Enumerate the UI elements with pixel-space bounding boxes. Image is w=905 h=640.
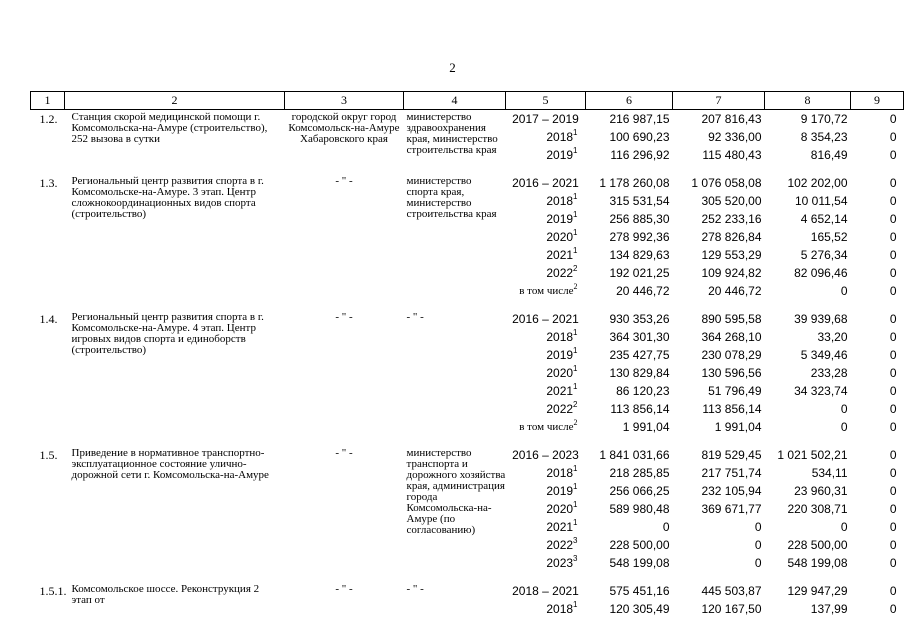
- period-cell: [506, 554, 586, 572]
- period-cell: [506, 346, 586, 364]
- budget-value: 890 595,58: [701, 312, 762, 326]
- other-value: 0: [889, 502, 897, 516]
- footnote-mark: 3: [573, 554, 578, 563]
- total-value: 216 987,15: [609, 112, 670, 126]
- other-value: 0: [889, 194, 897, 208]
- period-label: 2016 – 2021: [512, 176, 579, 190]
- budget-value: 819 529,45: [701, 448, 762, 462]
- period-label: 2020: [546, 502, 574, 516]
- budget-value: 0: [754, 538, 762, 552]
- regional-value: 220 308,71: [787, 502, 848, 516]
- item-name: Приведение в нормативное транспортно-эксплуатационное состояние улично-дорожной сети г. Комсомольска-на-Амуре: [71, 447, 269, 481]
- other-value: 0: [889, 248, 897, 262]
- column-number-header: 8: [765, 92, 851, 110]
- budget-value: 207 816,43: [701, 112, 762, 126]
- total-value: 228 500,00: [609, 538, 670, 552]
- footnote-mark: 2: [573, 400, 578, 409]
- spacer-cell: [31, 164, 904, 174]
- other-value: 0: [889, 176, 897, 190]
- budget-value: 20 446,72: [708, 284, 762, 298]
- footnote-mark: 1: [573, 518, 578, 527]
- total-value: 86 120,23: [616, 384, 670, 398]
- item-name: Региональный центр развития спорта в г. Комсомольске-на-Амуре. 3 этап. Центр сложнокоординационных видов спорта (строительство): [71, 175, 264, 220]
- period-label: 2020: [546, 366, 574, 380]
- budget-value: 1 991,04: [714, 420, 762, 434]
- footnote-mark: 2: [573, 264, 578, 273]
- regional-value: 0: [840, 284, 848, 298]
- total-value: 218 285,85: [609, 466, 670, 480]
- other-value: 0: [889, 520, 897, 534]
- regional-value: 39 939,68: [794, 312, 848, 326]
- period-cell: [506, 482, 586, 500]
- period-cell: [506, 192, 586, 210]
- period-cell: [506, 146, 586, 164]
- total-value: 575 451,16: [609, 584, 670, 598]
- regional-value: 33,20: [817, 330, 848, 344]
- total-value: 130 829,84: [609, 366, 670, 380]
- total-value: 1 178 260,08: [599, 176, 670, 190]
- regional-value: 8 354,23: [800, 130, 848, 144]
- footnote-mark: 1: [573, 464, 578, 473]
- column-number-header: 4: [404, 92, 506, 110]
- period-cell: [506, 382, 586, 400]
- budget-value: 113 856,14: [702, 402, 762, 416]
- item-number: 1.3.: [39, 176, 58, 190]
- period-label: 2022: [546, 538, 574, 552]
- other-value: 0: [889, 448, 897, 462]
- regional-value: 82 096,46: [794, 266, 848, 280]
- other-value: 0: [889, 330, 897, 344]
- budget-value: 369 671,77: [701, 502, 762, 516]
- footnote-mark: 1: [573, 482, 578, 491]
- other-value: 0: [889, 312, 897, 326]
- footnote-mark: 1: [573, 146, 578, 155]
- budget-value: 217 751,74: [701, 466, 762, 480]
- group-spacer: [31, 300, 904, 310]
- group-spacer: [31, 164, 904, 174]
- item-number: 1.4.: [39, 312, 58, 326]
- other-value: 0: [889, 402, 897, 416]
- item-name: Станция скорой медицинской помощи г. Комсомольска-на-Амуре (строительство), 252 вызова в сутки: [71, 111, 268, 145]
- footnote-mark: 1: [573, 328, 578, 337]
- item-number: 1.5.1.: [39, 584, 67, 598]
- total-value: 134 829,63: [609, 248, 670, 262]
- total-value: 20 446,72: [616, 284, 670, 298]
- period-label: 2018: [546, 330, 574, 344]
- total-value: 589 980,48: [609, 502, 670, 516]
- regional-value: 9 170,72: [800, 112, 848, 126]
- budget-value: 120 167,50: [701, 602, 762, 616]
- regional-value: 5 349,46: [800, 348, 848, 362]
- other-value: 0: [889, 420, 897, 434]
- total-value: 192 021,25: [609, 266, 670, 280]
- footnote-mark: 1: [573, 128, 578, 137]
- total-value: 120 305,49: [609, 602, 670, 616]
- budget-value: 232 105,94: [701, 484, 762, 498]
- period-label: 2021: [546, 248, 574, 262]
- regional-value: 534,11: [811, 466, 848, 480]
- period-cell: [506, 518, 586, 536]
- item-department: министерство транспорта и дорожного хозяйства края, администрация города Комсомольска-на-Амуре (по согласованию): [406, 447, 506, 536]
- footnote-mark: 1: [573, 364, 578, 373]
- table-row: [31, 110, 904, 129]
- budget-value: 115 480,43: [702, 148, 762, 162]
- total-value: 113 856,14: [610, 402, 670, 416]
- period-label: в том числе: [519, 421, 574, 433]
- total-value: 364 301,30: [609, 330, 670, 344]
- table-row: [31, 446, 904, 464]
- total-value: 548 199,08: [609, 556, 670, 570]
- budget-value: 0: [754, 556, 762, 570]
- budget-value: 129 553,29: [701, 248, 762, 262]
- total-value: 278 992,36: [609, 230, 670, 244]
- period-label: 2020: [546, 230, 574, 244]
- column-number-header: 9: [851, 92, 904, 110]
- period-label: 2018 – 2021: [512, 584, 579, 598]
- spacer-cell: [31, 300, 904, 310]
- period-label: 2019: [546, 148, 574, 162]
- item-department: - " -: [406, 583, 424, 595]
- period-label: 2019: [546, 484, 574, 498]
- table-row: [31, 174, 904, 192]
- total-value: 256 066,25: [609, 484, 670, 498]
- item-number: 1.2.: [39, 112, 58, 126]
- other-value: 0: [889, 366, 897, 380]
- period-label: 2022: [546, 266, 574, 280]
- spacer-cell: [31, 436, 904, 446]
- period-cell: [506, 446, 586, 464]
- spacer-cell: [31, 572, 904, 582]
- period-cell: [506, 364, 586, 382]
- period-label: 2018: [546, 194, 574, 208]
- item-department: министерство здравоохранения края, министерство строительства края: [406, 111, 498, 156]
- total-value: 315 531,54: [609, 194, 670, 208]
- budget-value: 51 796,49: [708, 384, 762, 398]
- other-value: 0: [889, 130, 897, 144]
- period-cell: [506, 228, 586, 246]
- page-number: 2: [449, 60, 456, 75]
- budget-value: 278 826,84: [701, 230, 762, 244]
- period-cell: [506, 128, 586, 146]
- other-value: 0: [889, 266, 897, 280]
- footnote-mark: 3: [573, 536, 578, 545]
- period-cell: [506, 536, 586, 554]
- total-value: 1 841 031,66: [599, 448, 670, 462]
- column-number-header: 3: [285, 92, 404, 110]
- period-cell: [506, 110, 586, 129]
- total-value: 235 427,75: [609, 348, 670, 362]
- budget-value: 130 596,56: [701, 366, 762, 380]
- period-label: 2018: [546, 466, 574, 480]
- other-value: 0: [889, 484, 897, 498]
- period-cell: [506, 500, 586, 518]
- regional-value: 233,28: [810, 366, 848, 380]
- regional-value: 4 652,14: [800, 212, 848, 226]
- regional-value: 0: [840, 520, 848, 534]
- item-location: городской округ город Комсомольск-на-Амуре Хабаровского края: [288, 111, 400, 145]
- program-table: [30, 91, 904, 618]
- column-number-row: [31, 92, 904, 110]
- regional-value: 816,49: [810, 148, 848, 162]
- group-spacer: [31, 436, 904, 446]
- period-label: в том числе: [519, 285, 574, 297]
- other-value: 0: [889, 556, 897, 570]
- period-label: 2021: [546, 520, 574, 534]
- regional-value: 548 199,08: [787, 556, 848, 570]
- footnote-mark: 1: [573, 500, 578, 509]
- column-number-header: 5: [506, 92, 586, 110]
- item-location: - " -: [335, 583, 353, 595]
- period-label: 2023: [546, 556, 574, 570]
- other-value: 0: [889, 112, 897, 126]
- total-value: 116 296,92: [610, 148, 670, 162]
- regional-value: 5 276,34: [800, 248, 848, 262]
- other-value: 0: [889, 148, 897, 162]
- period-cell: [506, 328, 586, 346]
- group-spacer: [31, 572, 904, 582]
- period-label: 2018: [546, 602, 574, 616]
- period-cell: [506, 174, 586, 192]
- budget-value: 252 233,16: [701, 212, 762, 226]
- budget-value: 305 520,00: [701, 194, 762, 208]
- period-cell: [506, 464, 586, 482]
- item-number: 1.5.: [39, 448, 58, 462]
- footnote-mark: 1: [573, 246, 578, 255]
- footnote-mark: 1: [573, 210, 578, 219]
- period-label: 2017 – 2019: [512, 112, 579, 126]
- regional-value: 228 500,00: [787, 538, 848, 552]
- budget-value: 109 924,82: [701, 266, 762, 280]
- footnote-mark: 1: [573, 382, 578, 391]
- budget-value: 1 076 058,08: [691, 176, 762, 190]
- total-value: 1 991,04: [622, 420, 670, 434]
- period-cell: [506, 400, 586, 418]
- period-label: 2016 – 2021: [512, 312, 579, 326]
- budget-value: 92 336,00: [708, 130, 762, 144]
- regional-value: 102 202,00: [787, 176, 848, 190]
- period-cell: [506, 418, 586, 436]
- column-number-header: 1: [31, 92, 65, 110]
- footnote-mark: 1: [573, 192, 578, 201]
- regional-value: 0: [840, 402, 848, 416]
- period-cell: [506, 246, 586, 264]
- regional-value: 10 011,54: [795, 194, 848, 208]
- period-cell: [506, 264, 586, 282]
- period-label: 2022: [546, 402, 574, 416]
- item-location: - " -: [335, 447, 353, 459]
- footnote-mark: 1: [573, 228, 578, 237]
- budget-value: 230 078,29: [701, 348, 762, 362]
- other-value: 0: [889, 230, 897, 244]
- item-location: - " -: [335, 311, 353, 323]
- budget-value: 364 268,10: [701, 330, 762, 344]
- column-number-header: 7: [673, 92, 765, 110]
- regional-value: 1 021 502,21: [777, 448, 848, 462]
- regional-value: 23 960,31: [794, 484, 848, 498]
- total-value: 930 353,26: [609, 312, 670, 326]
- other-value: 0: [889, 466, 897, 480]
- table-body: [31, 110, 904, 619]
- period-cell: [506, 282, 586, 300]
- item-department: - " -: [406, 311, 424, 323]
- budget-value: 0: [754, 520, 762, 534]
- total-value: 256 885,30: [609, 212, 670, 226]
- period-label: 2019: [546, 348, 574, 362]
- other-value: 0: [889, 584, 897, 598]
- footnote-mark: 1: [573, 600, 578, 609]
- item-name: Региональный центр развития спорта в г. Комсомольске-на-Амуре. 4 этап. Центр игровых видов спорта и единоборств (строительство): [71, 311, 264, 356]
- other-value: 0: [889, 538, 897, 552]
- total-value: 0: [662, 520, 670, 534]
- period-cell: [506, 210, 586, 228]
- regional-value: 0: [840, 420, 848, 434]
- period-label: 2018: [546, 130, 574, 144]
- item-name: Комсомольское шоссе. Реконструкция 2 этап от: [71, 583, 260, 606]
- period-cell: [506, 310, 586, 328]
- period-cell: [506, 582, 586, 600]
- table-row: [31, 310, 904, 328]
- footnote-mark: 2: [573, 418, 578, 427]
- period-label: 2021: [546, 384, 574, 398]
- footnote-mark: 1: [573, 346, 578, 355]
- regional-value: 34 323,74: [794, 384, 848, 398]
- item-location: - " -: [335, 175, 353, 187]
- column-number-header: 6: [586, 92, 673, 110]
- other-value: 0: [889, 212, 897, 226]
- period-label: 2016 – 2023: [512, 448, 579, 462]
- regional-value: 137,99: [810, 602, 848, 616]
- period-label: 2019: [546, 212, 574, 226]
- regional-value: 165,52: [810, 230, 848, 244]
- other-value: 0: [889, 384, 897, 398]
- total-value: 100 690,23: [609, 130, 670, 144]
- other-value: 0: [889, 284, 897, 298]
- budget-value: 445 503,87: [701, 584, 762, 598]
- other-value: 0: [889, 348, 897, 362]
- regional-value: 129 947,29: [787, 584, 848, 598]
- table-row: [31, 582, 904, 600]
- item-department: министерство спорта края, министерство строительства края: [406, 175, 497, 220]
- other-value: 0: [889, 602, 897, 616]
- footnote-mark: 2: [573, 282, 578, 291]
- period-cell: [506, 600, 586, 618]
- column-number-header: 2: [65, 92, 285, 110]
